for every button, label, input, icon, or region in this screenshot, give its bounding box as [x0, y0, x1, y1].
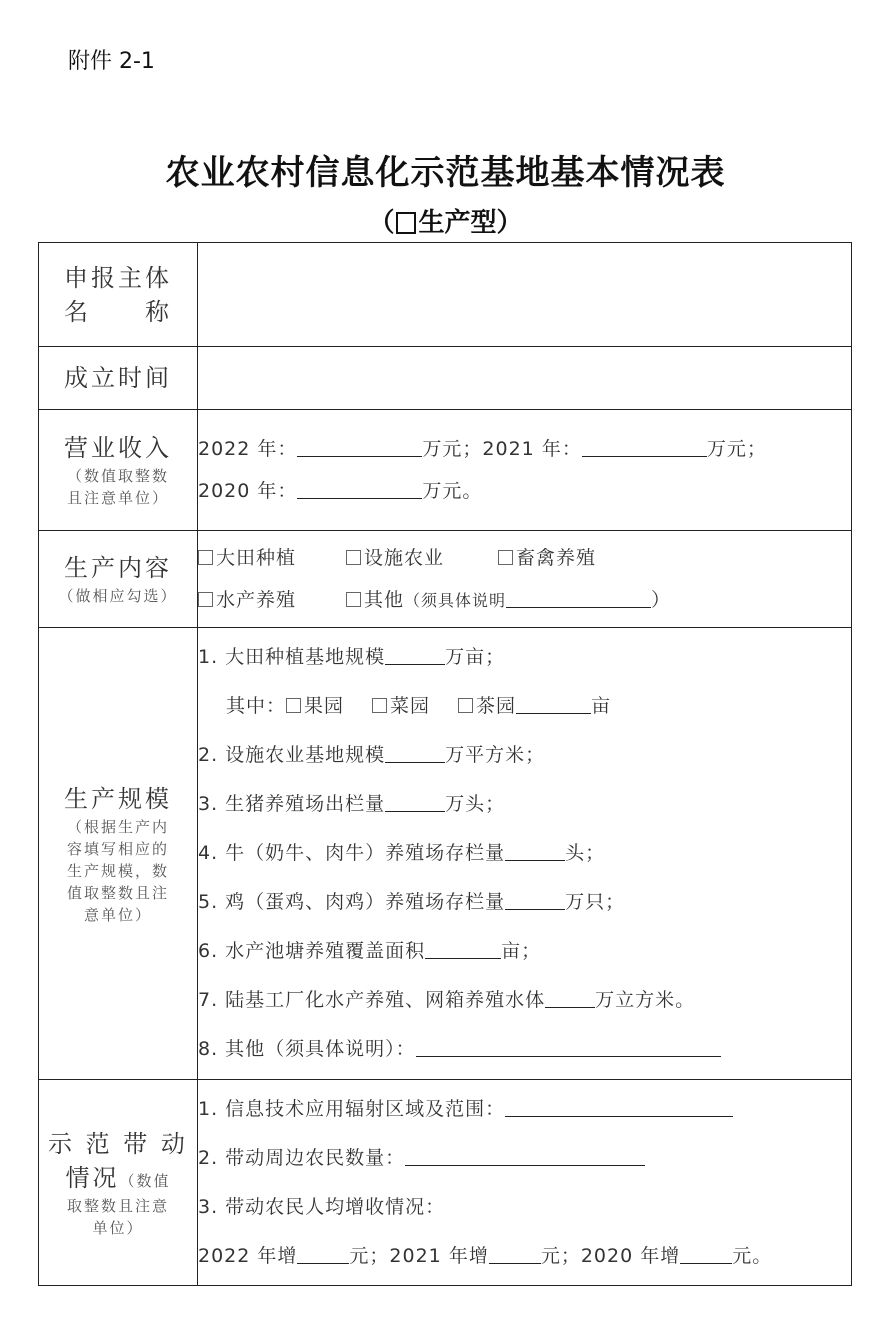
- scale-line1: [198, 633, 851, 682]
- label-revenue-note1: （数值取整数: [66, 467, 169, 485]
- revenue-2022-unit: 万元；: [422, 438, 483, 460]
- applicant-name-field[interactable]: [198, 243, 852, 347]
- label-scale-note: 容填写相应的: [66, 839, 169, 858]
- form-subtitle: [0, 202, 891, 239]
- revenue-line2: [198, 470, 851, 512]
- subtitle-open-paren: （: [368, 208, 395, 238]
- option-label: 畜禽养殖: [516, 546, 597, 569]
- scale-l3-blank[interactable]: [385, 791, 445, 812]
- scale-l4-blank[interactable]: [505, 840, 565, 861]
- scale-l7-text: 7. 陆基工厂化水产养殖、网箱养殖水体: [198, 989, 546, 1011]
- scale-line1b: [198, 682, 851, 731]
- label-scale: [39, 628, 198, 1080]
- scale-l6-text: 6. 水产池塘养殖覆盖面积: [198, 940, 426, 962]
- label-revenue-text: 营业收入: [64, 434, 172, 462]
- checkbox-icon[interactable]: [346, 550, 361, 565]
- revenue-2021-blank[interactable]: [582, 436, 707, 457]
- label-scale-note: 值取整数且注: [66, 883, 169, 902]
- revenue-2022-label: 2022 年：: [198, 438, 298, 460]
- option-facility[interactable]: [346, 547, 444, 569]
- row-scale: [39, 628, 852, 1080]
- scale-l1-blank[interactable]: [385, 644, 445, 665]
- scale-l2-text: 2. 设施农业基地规模: [198, 744, 386, 766]
- scale-l3-unit: 万头；: [445, 793, 506, 815]
- attachment-label: 附件 2-1: [68, 49, 155, 74]
- revenue-line1: [198, 428, 851, 470]
- label-demo-note1: 取整数且注意: [66, 1196, 169, 1215]
- row-established: [39, 347, 852, 410]
- scale-content: [198, 628, 852, 1080]
- revenue-2020-unit: 万元。: [422, 480, 483, 502]
- label-content-note: （做相应勾选）: [58, 587, 178, 605]
- content-options: [198, 531, 852, 628]
- scale-l7-blank[interactable]: [545, 987, 595, 1008]
- checkbox-icon[interactable]: [286, 698, 301, 713]
- content-line1: [198, 537, 851, 579]
- scale-l6-unit: 亩；: [501, 940, 542, 962]
- form-title: 农业农村信息化示范基地基本情况表: [165, 153, 726, 193]
- label-scale-note: 意单位）: [83, 905, 152, 924]
- scale-line3: [198, 780, 851, 829]
- option-label: 水产养殖: [216, 588, 297, 611]
- row-revenue: [39, 410, 852, 531]
- scale-l1b-prefix: 其中：: [226, 695, 287, 717]
- other-note-open: （须具体说明: [404, 590, 507, 610]
- label-applicant-line1: 申报主体: [64, 263, 172, 292]
- option-aquaculture[interactable]: [198, 589, 296, 611]
- other-note-blank[interactable]: [506, 587, 651, 608]
- demo-l1-text: 1. 信息技术应用辐射区域及范围：: [198, 1097, 506, 1120]
- checkbox-icon[interactable]: [498, 550, 513, 565]
- checkbox-icon[interactable]: [458, 698, 473, 713]
- label-demo-note2: 单位）: [92, 1218, 144, 1237]
- info-table: [38, 242, 852, 1286]
- scale-l5-unit: 万只；: [565, 891, 626, 913]
- option-label: 设施农业: [364, 546, 445, 569]
- demo-line2: [198, 1134, 851, 1183]
- checkbox-icon[interactable]: [396, 212, 416, 234]
- demo-l2-blank[interactable]: [405, 1145, 645, 1166]
- demo-l1-blank[interactable]: [505, 1096, 733, 1117]
- demo-2022-label: 2022 年增: [198, 1244, 298, 1267]
- checkbox-icon[interactable]: [372, 698, 387, 713]
- demo-2022-unit: 元；: [349, 1244, 390, 1267]
- demo-2020-label: 2020 年增: [580, 1244, 681, 1267]
- revenue-2020-blank[interactable]: [297, 478, 422, 499]
- established-date-field[interactable]: [198, 347, 852, 410]
- demo-2020-blank[interactable]: [680, 1243, 732, 1264]
- revenue-2021-label: 2021 年：: [482, 438, 582, 460]
- demo-2021-label: 2021 年增: [389, 1244, 489, 1267]
- demo-content: [198, 1080, 852, 1286]
- scale-l2-blank[interactable]: [385, 742, 445, 763]
- label-scale-note: 生产规模，数: [66, 861, 169, 880]
- label-scale-note: （根据生产内: [66, 817, 169, 836]
- subtitle-text: 生产型）: [418, 208, 523, 238]
- revenue-2020-label: 2020 年：: [198, 480, 298, 502]
- label-revenue: [39, 410, 198, 531]
- checkbox-icon[interactable]: [346, 592, 361, 607]
- scale-l5-blank[interactable]: [505, 889, 565, 910]
- content-line2: [198, 579, 851, 622]
- option-tea-garden[interactable]: [458, 695, 516, 717]
- demo-l2-text: 2. 带动周边农民数量：: [198, 1146, 406, 1169]
- demo-line1: [198, 1085, 851, 1134]
- label-applicant-line2: 名 称: [64, 297, 172, 326]
- label-scale-text: 生产规模: [64, 784, 172, 813]
- checkbox-icon[interactable]: [198, 592, 213, 607]
- option-label: 大田种植: [216, 546, 297, 569]
- option-vegetable-garden[interactable]: [372, 695, 430, 717]
- demo-2021-unit: 元；: [540, 1244, 581, 1267]
- scale-l4-unit: 头；: [565, 842, 606, 864]
- option-field-crop[interactable]: [198, 547, 296, 569]
- scale-line8: [198, 1025, 851, 1074]
- scale-line2: [198, 731, 851, 780]
- label-content-text: 生产内容: [64, 554, 172, 582]
- other-note-close: ）: [651, 588, 672, 611]
- row-demo: [39, 1080, 852, 1286]
- option-orchard[interactable]: [286, 695, 344, 717]
- scale-l1-text: 1. 大田种植基地规模: [198, 646, 386, 668]
- label-established: [39, 347, 198, 410]
- demo-2021-blank[interactable]: [489, 1243, 541, 1264]
- revenue-content: [198, 410, 852, 531]
- label-applicant: [39, 243, 198, 347]
- scale-l3-text: 3. 生猪养殖场出栏量: [198, 793, 386, 815]
- scale-line4: [198, 829, 851, 878]
- scale-line7: [198, 976, 851, 1025]
- scale-l1b-unit: 亩: [591, 695, 612, 717]
- option-label: 茶园: [476, 695, 517, 717]
- option-label: 果园: [304, 695, 345, 717]
- label-revenue-note2: 且注意单位）: [66, 489, 169, 507]
- option-livestock[interactable]: [498, 547, 596, 569]
- label-demo-line2b: （数值: [119, 1171, 171, 1190]
- option-label: 其他: [364, 588, 405, 611]
- scale-l4-text: 4. 牛（奶牛、肉牛）养殖场存栏量: [198, 842, 506, 864]
- demo-line3: [198, 1183, 851, 1232]
- scale-l6-blank[interactable]: [425, 938, 501, 959]
- demo-2020-unit: 元。: [732, 1244, 773, 1267]
- demo-l3-text: 3. 带动农民人均增收情况：: [198, 1195, 446, 1218]
- scale-l7-unit: 万立方米。: [595, 989, 696, 1011]
- option-label: 菜园: [390, 695, 431, 717]
- label-demo-line2: [39, 1161, 197, 1195]
- demo-2022-blank[interactable]: [297, 1243, 349, 1264]
- scale-l1b-blank[interactable]: [516, 693, 591, 714]
- scale-l5-text: 5. 鸡（蛋鸡、肉鸡）养殖场存栏量: [198, 891, 506, 913]
- revenue-2022-blank[interactable]: [297, 436, 422, 457]
- row-content: [39, 531, 852, 628]
- label-demo-line2a: 情况: [65, 1163, 120, 1192]
- label-demo: [39, 1080, 198, 1286]
- scale-l8-text: 8. 其他（须具体说明）：: [198, 1038, 416, 1060]
- demo-line4: [198, 1232, 851, 1281]
- scale-l2-unit: 万平方米；: [445, 744, 546, 766]
- row-applicant: [39, 243, 852, 347]
- scale-line5: [198, 878, 851, 927]
- option-other[interactable]: [346, 589, 404, 611]
- label-demo-line1: 示 范 带 动: [48, 1129, 188, 1158]
- scale-l8-blank[interactable]: [416, 1036, 721, 1057]
- label-established-text: 成立时间: [64, 364, 172, 392]
- scale-line6: [198, 927, 851, 976]
- revenue-2021-unit: 万元；: [706, 438, 767, 460]
- checkbox-icon[interactable]: [198, 550, 213, 565]
- scale-l1-unit: 万亩；: [445, 646, 506, 668]
- label-content: [39, 531, 198, 628]
